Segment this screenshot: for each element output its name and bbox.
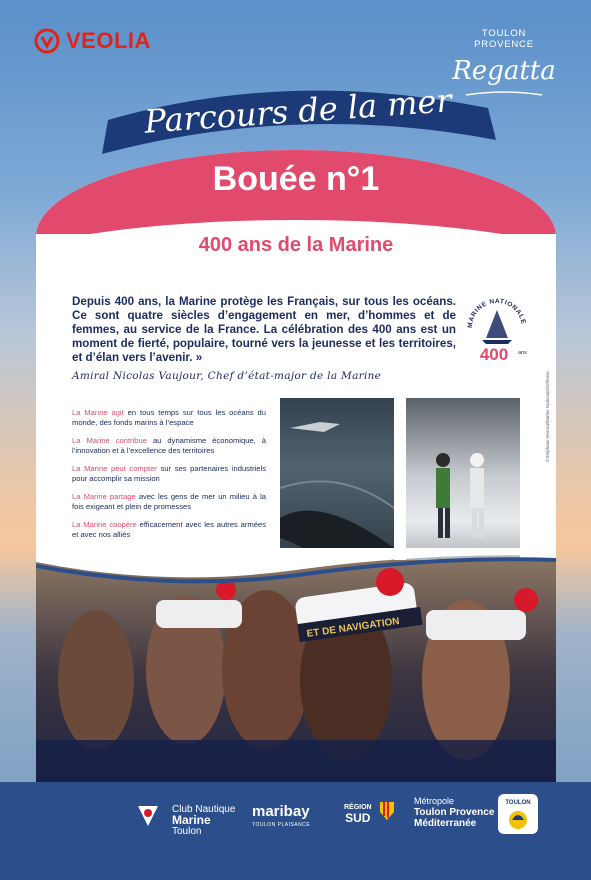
toulon-badge-text: TOULON bbox=[505, 800, 531, 806]
toulon-badge bbox=[498, 794, 538, 834]
bullet-highlight: La Marine peut compter bbox=[72, 464, 157, 473]
region-sud-logo bbox=[344, 802, 372, 824]
bullet-item bbox=[72, 436, 266, 456]
region-shield-icon bbox=[380, 802, 394, 820]
region-line-1: RÉGION bbox=[344, 804, 372, 811]
club-line-1: Club Nautique bbox=[172, 804, 236, 815]
club-line-3: Toulon bbox=[172, 826, 202, 837]
marine-400-emblem bbox=[464, 290, 530, 364]
quote-signature: Amiral Nicolas Vaujour, Chef d’état-major de la Marine bbox=[72, 370, 382, 382]
wave-divider bbox=[36, 548, 556, 588]
bullet-item bbox=[72, 464, 266, 484]
regatta-top-text: TOULON PROVENCE bbox=[474, 28, 534, 50]
region-line-2: SUD bbox=[345, 811, 371, 825]
sailors-illustration bbox=[36, 560, 556, 790]
bullet-highlight: La Marine coopère bbox=[72, 520, 137, 529]
buoy-title: Bouée n°1 bbox=[212, 160, 380, 198]
maribay-wordmark: maribay bbox=[252, 803, 310, 820]
maribay-sub: TOULON PLAISANCE bbox=[252, 822, 311, 828]
parcours-title: Parcours de la mer bbox=[143, 81, 453, 141]
metropole-line-1: Métropole bbox=[414, 796, 455, 806]
bullet-text: en tous temps sur tous les océans du monde, des fonds marins à l’espace bbox=[72, 408, 266, 427]
bullet-highlight: La Marine partage bbox=[72, 492, 136, 501]
veolia-wordmark: VEOLIA bbox=[66, 28, 151, 53]
bullet-text: avec les gens de mer un milieu à la fois exigeant et plein de promesses bbox=[72, 492, 267, 511]
footer-sponsors bbox=[0, 782, 591, 880]
bullet-text: sur ses partenaires industriels pour accomplir sa mission bbox=[72, 464, 267, 483]
bullet-item bbox=[72, 492, 266, 512]
toulon-emblem bbox=[498, 806, 538, 834]
bullet-highlight: La Marine agit bbox=[72, 408, 124, 417]
club-line-2: Marine bbox=[172, 813, 211, 827]
metropole-line-2: Toulon Provence bbox=[414, 807, 495, 818]
bullet-item bbox=[72, 408, 266, 428]
cap-ribbon-text: ET DE NAVIGATION bbox=[306, 615, 401, 640]
regatta-script-text: Regatta bbox=[452, 56, 556, 86]
section-subtitle: 400 ans de la Marine bbox=[198, 234, 394, 256]
bullet-item bbox=[72, 520, 266, 540]
bullet-list bbox=[72, 408, 266, 548]
side-photo-credit: ©Stéphane Moroni/Marine Nationale/Défense bbox=[545, 371, 550, 462]
maribay-logo bbox=[252, 803, 311, 831]
bullet-highlight: La Marine contribue bbox=[72, 436, 147, 445]
club-flag-icon bbox=[136, 804, 160, 828]
mn-ans: ans bbox=[518, 350, 527, 356]
mn-arc-text: MARINE NATIONALE bbox=[466, 297, 527, 329]
metropole-logo bbox=[414, 796, 494, 829]
marine-nationale-logo bbox=[464, 290, 530, 364]
bullet-text: efficacement avec les autres armées et avec nos alliés bbox=[72, 520, 266, 539]
veolia-icon bbox=[34, 28, 60, 54]
mn-400: 400 bbox=[479, 345, 509, 364]
quote-text: Depuis 400 ans, la Marine protège les Français, sur tous les océans. Ce sont quatre siècles d’engagement en mer, d’hommes et de femmes, au service de la France. La célébration des 400 ans est un moment de fierté, populaire, tourné vers la jeunesse et les territoires, et d’élan vers l’avenir. » bbox=[72, 295, 456, 364]
metropole-line-3: Méditerranée bbox=[414, 818, 477, 829]
sailors-photo bbox=[36, 560, 556, 790]
bullet-text: au dynamisme économique, à l’innovation et à l’excellence des territoires bbox=[72, 436, 266, 455]
veolia-logo bbox=[34, 28, 151, 54]
